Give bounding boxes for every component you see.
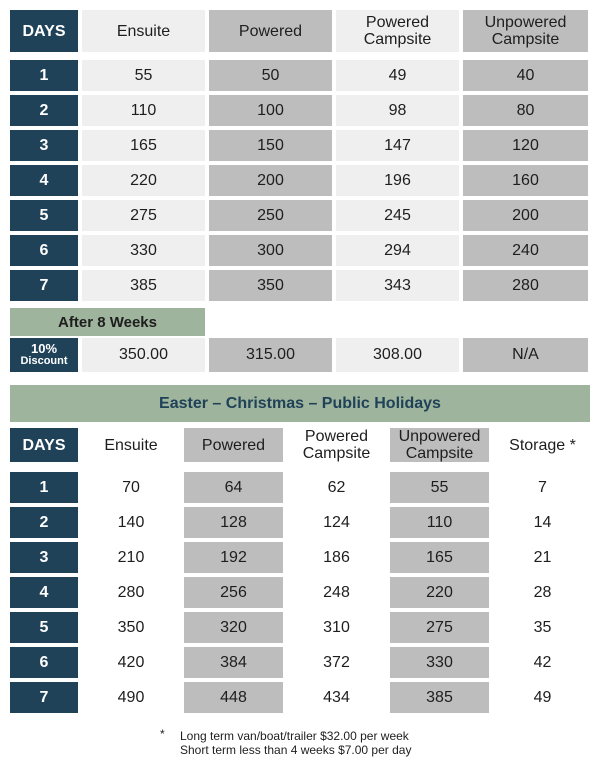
rate-powered: 192 (184, 542, 283, 573)
rate-unpowered-campsite: 160 (463, 165, 588, 196)
rate-storage: 35 (493, 612, 592, 643)
rate-powered-campsite: 434 (287, 682, 386, 713)
header-days: DAYS (10, 10, 78, 52)
rate-powered: 100 (209, 95, 332, 126)
day-number: 1 (10, 60, 78, 91)
day-number: 5 (10, 612, 78, 643)
rate-powered-campsite: 186 (287, 542, 386, 573)
rate-unpowered-campsite: 275 (390, 612, 489, 643)
rate-ensuite: 275 (82, 200, 205, 231)
rate-powered: 448 (184, 682, 283, 713)
rate-powered-campsite: 343 (336, 270, 459, 301)
day-number: 2 (10, 95, 78, 126)
rate-ensuite: 350 (82, 612, 180, 643)
rate-unpowered-campsite: 80 (463, 95, 588, 126)
rate-powered-campsite: 372 (287, 647, 386, 678)
rate-unpowered-campsite: 110 (390, 507, 489, 538)
rate-storage: 28 (493, 577, 592, 608)
header-unpowered-campsite: Unpowered Campsite (390, 428, 489, 462)
rate-unpowered-campsite: 55 (390, 472, 489, 503)
rate-powered-campsite: 62 (287, 472, 386, 503)
rate-storage: 49 (493, 682, 592, 713)
discount-unpowered-campsite: N/A (463, 338, 588, 372)
rate-ensuite: 385 (82, 270, 205, 301)
header-powered: Powered (209, 10, 332, 52)
header-powered: Powered (184, 428, 283, 462)
holiday-rates-banner: Easter – Christmas – Public Holidays (10, 385, 590, 422)
standard-rates-table (10, 10, 590, 301)
rate-powered-campsite: 245 (336, 200, 459, 231)
discount-powered-campsite: 308.00 (336, 338, 459, 372)
rate-ensuite: 490 (82, 682, 180, 713)
discount-word: Discount (20, 355, 68, 367)
rate-ensuite: 110 (82, 95, 205, 126)
header-days: DAYS (10, 428, 78, 462)
rate-ensuite: 330 (82, 235, 205, 266)
rate-ensuite: 55 (82, 60, 205, 91)
day-number: 6 (10, 647, 78, 678)
rate-powered-campsite: 310 (287, 612, 386, 643)
rate-ensuite: 70 (82, 472, 180, 503)
rate-powered-campsite: 98 (336, 95, 459, 126)
rate-ensuite: 280 (82, 577, 180, 608)
rate-powered-campsite: 49 (336, 60, 459, 91)
footnote-line-1: Long term van/boat/trailer $32.00 per week (180, 729, 409, 743)
rate-ensuite: 210 (82, 542, 180, 573)
rate-powered-campsite: 124 (287, 507, 386, 538)
day-number: 3 (10, 542, 78, 573)
rate-ensuite: 220 (82, 165, 205, 196)
rate-storage: 21 (493, 542, 592, 573)
header-ensuite: Ensuite (82, 428, 180, 462)
rate-powered: 384 (184, 647, 283, 678)
holiday-rates-table (10, 428, 590, 713)
rate-storage: 7 (493, 472, 592, 503)
rate-unpowered-campsite: 385 (390, 682, 489, 713)
discount-powered: 315.00 (209, 338, 332, 372)
footnote-line-2: Short term less than 4 weeks $7.00 per day (180, 743, 412, 757)
discount-percent: 10% (30, 341, 58, 356)
header-ensuite: Ensuite (82, 10, 205, 52)
rate-unpowered-campsite: 165 (390, 542, 489, 573)
rate-storage: 42 (493, 647, 592, 678)
rate-unpowered-campsite: 40 (463, 60, 588, 91)
rate-unpowered-campsite: 120 (463, 130, 588, 161)
rate-ensuite: 140 (82, 507, 180, 538)
header-unpowered-campsite: Unpowered Campsite (463, 10, 588, 52)
rate-powered-campsite: 196 (336, 165, 459, 196)
day-number: 3 (10, 130, 78, 161)
day-number: 2 (10, 507, 78, 538)
rate-powered-campsite: 147 (336, 130, 459, 161)
rate-unpowered-campsite: 330 (390, 647, 489, 678)
day-number: 1 (10, 472, 78, 503)
day-number: 5 (10, 200, 78, 231)
rate-storage: 14 (493, 507, 592, 538)
rate-powered: 250 (209, 200, 332, 231)
rate-powered: 256 (184, 577, 283, 608)
rate-powered: 64 (184, 472, 283, 503)
rate-powered-campsite: 248 (287, 577, 386, 608)
header-powered-campsite: Powered Campsite (287, 428, 386, 462)
header-powered-campsite: Powered Campsite (336, 10, 459, 52)
after-8-weeks-label: After 8 Weeks (10, 308, 205, 336)
rate-powered: 200 (209, 165, 332, 196)
footnote-asterisk: * (160, 727, 165, 741)
header-storage: Storage * (493, 428, 592, 462)
rate-powered: 350 (209, 270, 332, 301)
rate-unpowered-campsite: 220 (390, 577, 489, 608)
day-number: 7 (10, 270, 78, 301)
rate-unpowered-campsite: 200 (463, 200, 588, 231)
rate-unpowered-campsite: 240 (463, 235, 588, 266)
discount-ensuite: 350.00 (82, 338, 205, 372)
rate-powered-campsite: 294 (336, 235, 459, 266)
rate-powered: 320 (184, 612, 283, 643)
day-number: 4 (10, 165, 78, 196)
day-number: 7 (10, 682, 78, 713)
day-number: 6 (10, 235, 78, 266)
rate-powered: 50 (209, 60, 332, 91)
rate-unpowered-campsite: 280 (463, 270, 588, 301)
discount-label (10, 338, 78, 372)
rate-ensuite: 420 (82, 647, 180, 678)
rate-ensuite: 165 (82, 130, 205, 161)
rate-powered: 128 (184, 507, 283, 538)
rate-powered: 300 (209, 235, 332, 266)
rate-powered: 150 (209, 130, 332, 161)
day-number: 4 (10, 577, 78, 608)
